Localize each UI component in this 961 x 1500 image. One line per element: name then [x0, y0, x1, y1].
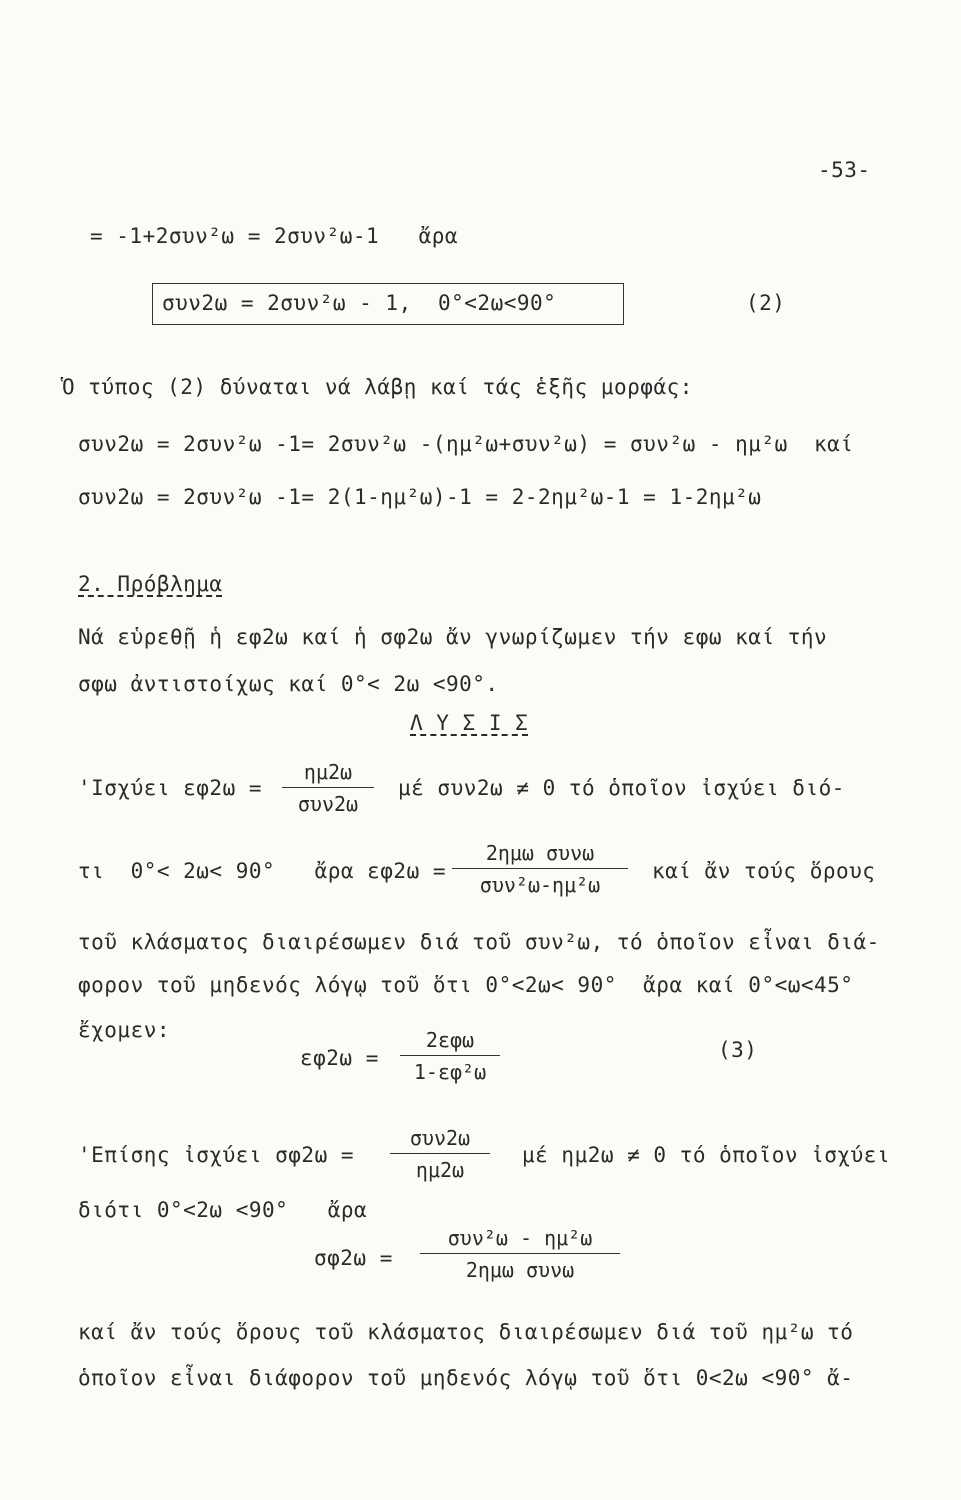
paragraph-line: ὁποῖον εἶναι διάφορον τοῦ μηδενός λόγῳ τοῦ ὅτι 0<2ω <90° ἄ- [78, 1366, 854, 1390]
section-heading: 2. Πρόβλημα [78, 572, 223, 596]
fraction-bar [452, 868, 628, 869]
paragraph-line: φορον τοῦ μηδενός λόγῳ τοῦ ὅτι 0°<2ω< 90° ἄρα καί 0°<ω<45° [78, 973, 854, 997]
paragraph-line: Νά εὑρεθῇ ἡ εφ2ω καί ἡ σφ2ω ἄν γνωρίζωμεν τήν εφω καί τήν [78, 625, 828, 649]
fraction-numerator: ημ2ω [303, 760, 353, 784]
equation-prefix: σφ2ω = [314, 1246, 393, 1270]
fraction-numerator: 2ημω συνω [485, 841, 595, 865]
paragraph-line: διότι 0°<2ω <90° ἄρα [78, 1198, 368, 1222]
paragraph-line: τοῦ κλάσματος διαιρέσωμεν διά τοῦ συν²ω, τό ὁποῖον εἶναι διά- [78, 930, 880, 954]
equation-prefix: τι 0°< 2ω< 90° ἄρα εφ2ω = [78, 859, 447, 883]
paragraph-line: καί ἄν τούς ὅρους τοῦ κλάσματος διαιρέσωμεν διά τοῦ ημ²ω τό [78, 1320, 854, 1344]
fraction-bar [420, 1253, 620, 1254]
fraction-denominator: ημ2ω [415, 1158, 465, 1182]
fraction-numerator: συν²ω - ημ²ω [447, 1226, 593, 1250]
solution-heading: Λ Υ Σ Ι Σ [410, 711, 529, 735]
fraction-denominator: συν²ω-ημ²ω [479, 873, 601, 897]
equation-suffix: μέ συν2ω ≠ 0 τό ὁποῖον ἰσχύει διό- [398, 776, 845, 800]
paragraph-line: σφω ἀντιστοίχως καί 0°< 2ω <90°. [78, 672, 499, 696]
equation-prefix: 'Επίσης ἰσχύει σφ2ω = [78, 1143, 355, 1167]
boxed-formula: συν2ω = 2συν²ω - 1, 0°<2ω<90° [162, 291, 557, 315]
fraction-numerator: συν2ω [409, 1126, 471, 1150]
fraction [452, 843, 628, 895]
equation-suffix: μέ ημ2ω ≠ 0 τό ὁποῖον ἰσχύει [522, 1143, 891, 1167]
formula-label: (2) [746, 291, 786, 315]
page-number: -53- [818, 158, 871, 182]
paragraph-line: ἔχομεν: [78, 1018, 171, 1042]
equation-line: = -1+2συν²ω = 2συν²ω-1 ἄρα [90, 224, 459, 248]
fraction-denominator: 1-εφ²ω [413, 1060, 487, 1084]
fraction-denominator: 2ημω συνω [465, 1258, 575, 1282]
equation-prefix: 'Ισχύει εφ2ω = [78, 776, 263, 800]
fraction [400, 1030, 500, 1082]
equation-line: συν2ω = 2συν²ω -1= 2(1-ημ²ω)-1 = 2-2ημ²ω-1 = 1-2ημ²ω [78, 485, 762, 509]
fraction-bar [390, 1153, 490, 1154]
fraction [282, 762, 374, 814]
fraction [420, 1228, 620, 1280]
fraction-denominator: συν2ω [297, 792, 359, 816]
fraction [390, 1128, 490, 1180]
fraction-numerator: 2εφω [425, 1028, 475, 1052]
equation-prefix: εφ2ω = [300, 1046, 379, 1070]
equation-suffix: καί ἄν τούς ὅρους [652, 859, 876, 883]
fraction-bar [282, 787, 374, 788]
formula-label: (3) [718, 1038, 758, 1062]
equation-line: συν2ω = 2συν²ω -1= 2συν²ω -(ημ²ω+συν²ω) = συν²ω - ημ²ω καί [78, 432, 854, 456]
paragraph-line: Ὁ τύπος (2) δύναται νά λάβῃ καί τάς ἑξῆς μορφάς: [62, 375, 693, 399]
fraction-bar [400, 1055, 500, 1056]
